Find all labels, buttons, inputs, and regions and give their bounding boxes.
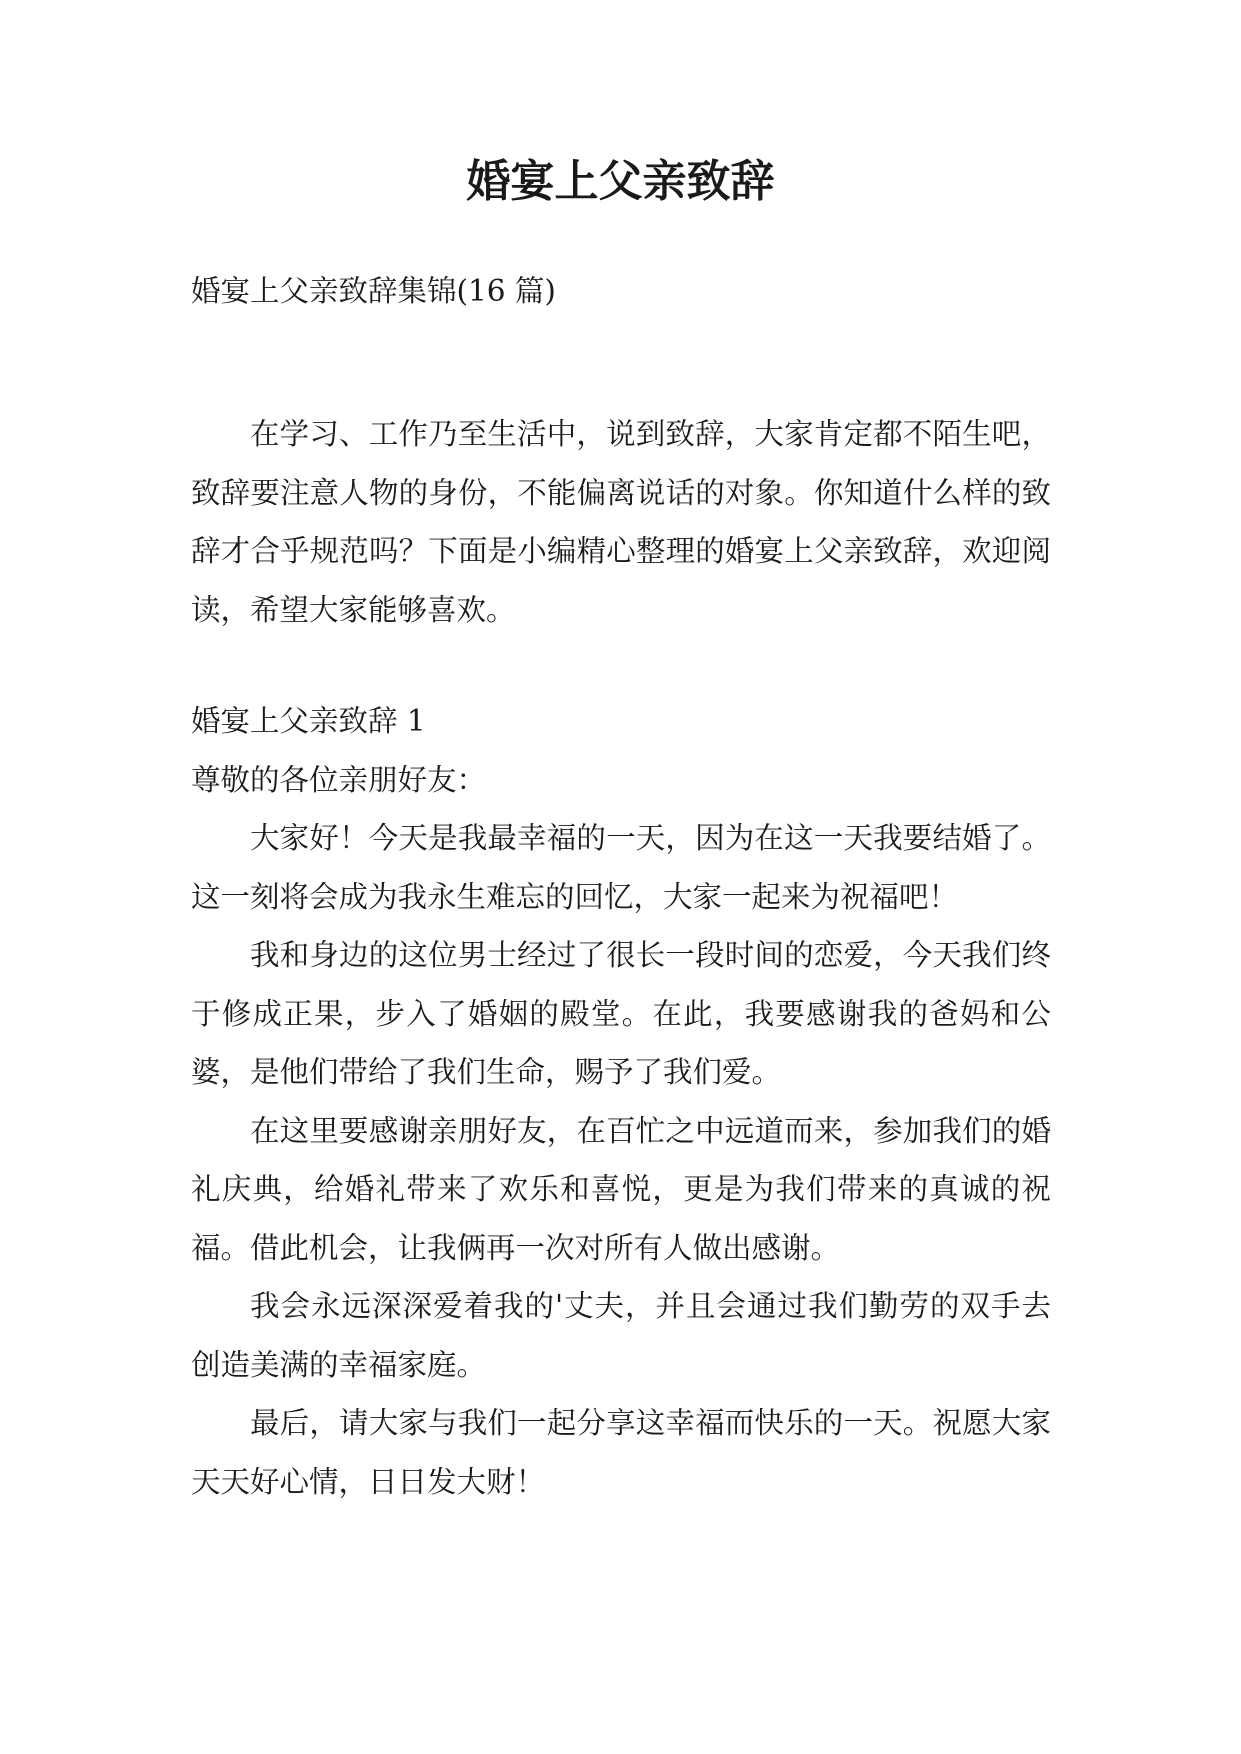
speech-section-1 [191,692,1051,1511]
document-title: 婚宴上父亲致辞 [466,156,775,207]
speech-paragraph: 最后，请大家与我们一起分享这幸福而快乐的一天。祝愿大家天天好心情，日日发大财！ [191,1406,1051,1499]
section-heading: 婚宴上父亲致辞 1 [191,704,426,738]
speech-paragraph: 我会永远深深爱着我的'丈夫，并且会通过我们勤劳的双手去创造美满的幸福家庭。 [191,1289,1051,1382]
speech-paragraph: 我和身边的这位男士经过了很长一段时间的恋爱，今天我们终于修成正果，步入了婚姻的殿堂。在此，我要感谢我的爸妈和公婆，是他们带给了我们生命，赐予了我们爱。 [191,938,1051,1089]
intro-paragraph: 在学习、工作乃至生活中，说到致辞，大家肯定都不陌生吧，致辞要注意人物的身份，不能偏离说话的对象。你知道什么样的致辞才合乎规范吗？下面是小编精心整理的婚宴上父亲致辞，欢迎阅读，希望大家能够喜欢。 [191,417,1051,627]
collection-subtitle: 婚宴上父亲致辞集锦(16 篇) [191,274,556,308]
speech-paragraph: 在这里要感谢亲朋好友，在百忙之中远道而来，参加我们的婚礼庆典，给婚礼带来了欢乐和喜悦，更是为我们带来的真诚的祝福。借此机会，让我俩再一次对所有人做出感谢。 [191,1113,1051,1265]
salutation: 尊敬的各位亲朋好友： [191,762,487,797]
speech-paragraph: 大家好！今天是我最幸福的一天，因为在这一天我要结婚了。这一刻将会成为我永生难忘的回忆，大家一起来为祝福吧！ [191,821,1051,914]
